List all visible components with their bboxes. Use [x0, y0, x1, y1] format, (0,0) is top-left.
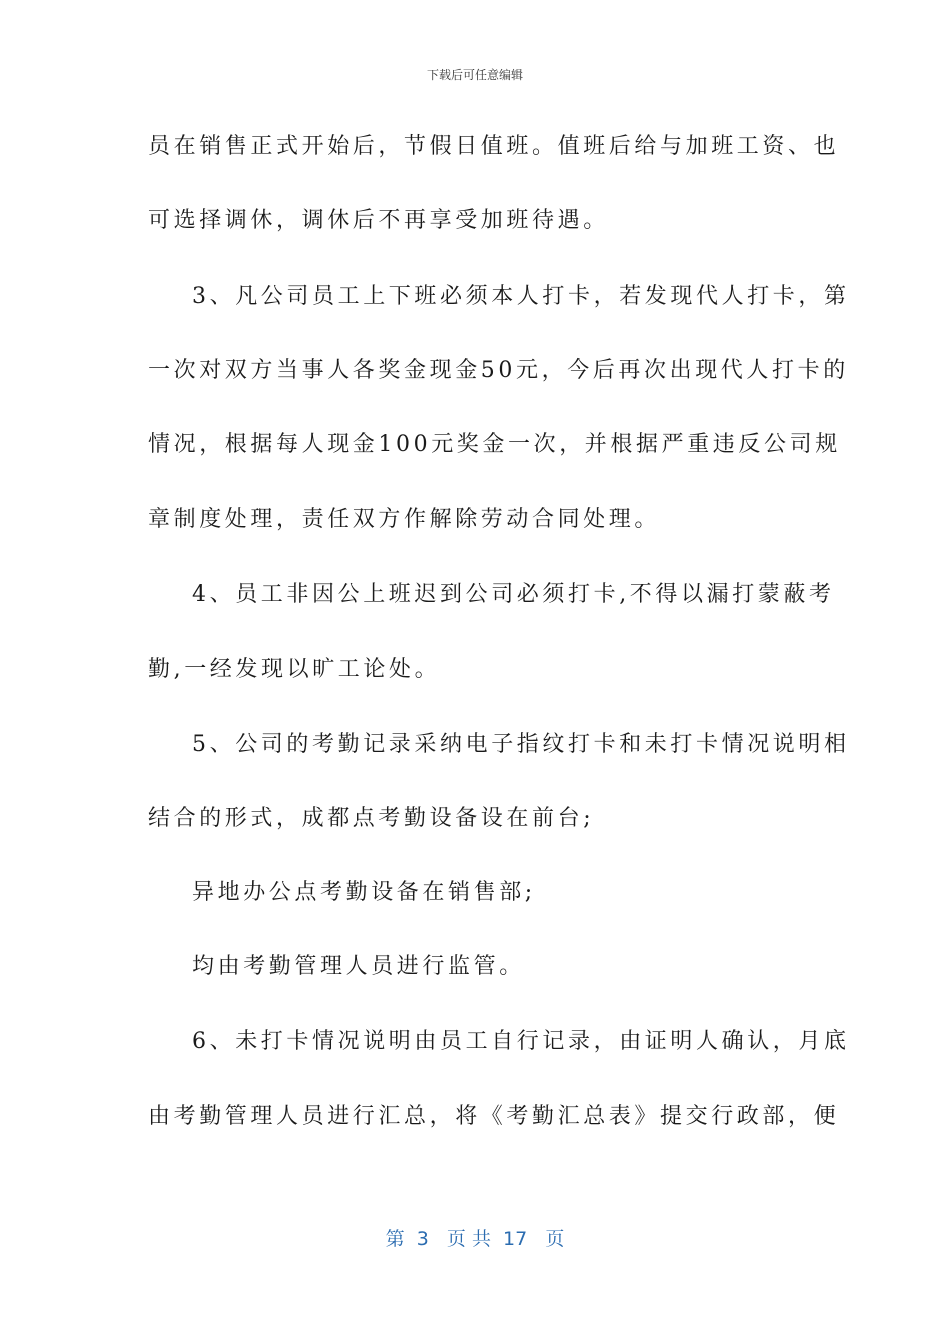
text-line: 章制度处理，责任双方作解除劳动合同处理。: [148, 507, 661, 532]
text-line: 一次对双方当事人各奖金现金50元，今后再次出现代人打卡的: [148, 358, 849, 383]
text-line: 可选择调休，调休后不再享受加班待遇。: [148, 208, 609, 233]
text-line: 由考勤管理人员进行汇总，将《考勤汇总表》提交行政部，便: [148, 1104, 840, 1129]
text-line: 勤,一经发现以旷工论处。: [148, 657, 441, 682]
text-line: 4、员工非因公上班迟到公司必须打卡,不得以漏打蒙蔽考: [192, 582, 835, 607]
text-line: 异地办公点考勤设备在销售部;: [192, 880, 536, 905]
text-line: 3、凡公司员工上下班必须本人打卡，若发现代人打卡，第: [192, 284, 850, 309]
text-line: 情况，根据每人现金100元奖金一次，并根据严重违反公司规: [148, 432, 841, 457]
page-number-footer: 第 3 页 共 17 页: [385, 1228, 565, 1250]
text-line: 结合的形式，成都点考勤设备设在前台;: [148, 806, 595, 831]
text-line: 均由考勤管理人员进行监管。: [192, 954, 525, 979]
text-line: 员在销售正式开始后，节假日值班。值班后给与加班工资、也: [148, 134, 840, 159]
text-line: 6、未打卡情况说明由员工自行记录，由证明人确认，月底: [192, 1029, 850, 1054]
page-header: 下载后可任意编辑: [426, 68, 523, 82]
text-line: 5、公司的考勤记录采纳电子指纹打卡和未打卡情况说明相: [192, 732, 850, 757]
